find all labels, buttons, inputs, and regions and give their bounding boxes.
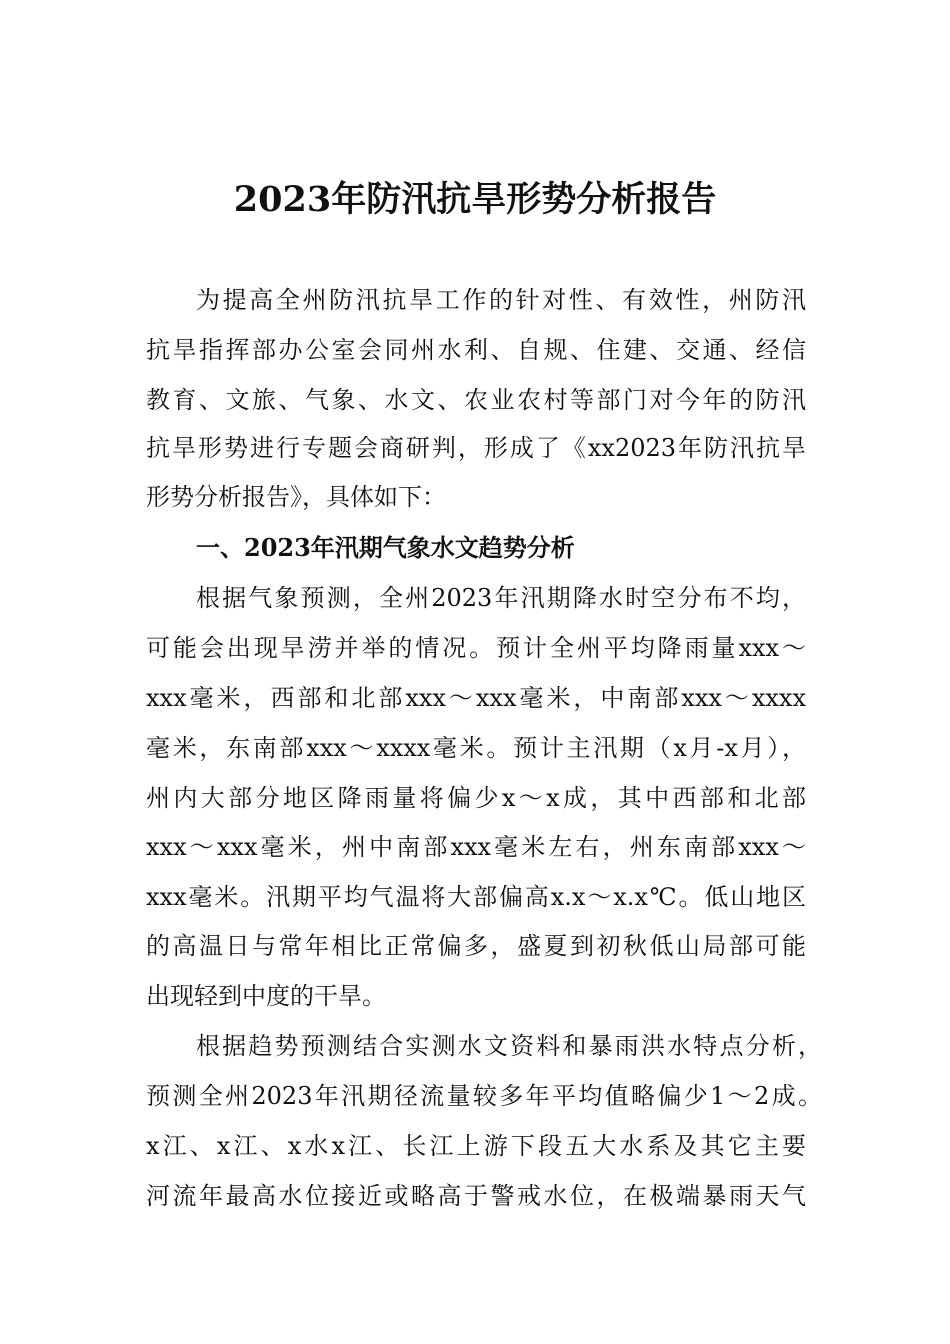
paragraph-line: 为提高全州防汛抗旱工作的针对性、有效性，州防汛 — [196, 286, 806, 314]
paragraph-line: 形势分析报告》，具体如下： — [146, 483, 446, 511]
paragraph-line: 毫米，东南部xxx～xxxx毫米。预计主汛期（x月-x月）， — [146, 734, 806, 762]
paragraph-line: 预测全州2023年汛期径流量较多年平均值略偏少1～2成。 — [146, 1082, 822, 1110]
paragraph-line: xxx毫米，西部和北部xxx～xxx毫米，中南部xxx～xxxx — [146, 684, 806, 712]
paragraph-line: x江、x江、x水x江、长江上游下段五大水系及其它主要 — [146, 1132, 806, 1160]
paragraph-line: 的高温日与常年相比正常偏多，盛夏到初秋低山局部可能 — [146, 932, 806, 960]
paragraph-line: 教育、文旅、气象、水文、农业农村等部门对今年的防汛 — [146, 386, 806, 414]
paragraph-line: xxx～xxx毫米，州中南部xxx毫米左右，州东南部xxx～ — [146, 833, 806, 861]
paragraph-line: xxx毫米。汛期平均气温将大部偏高x.x～x.x℃。低山地区 — [146, 883, 806, 911]
paragraph-line: 根据气象预测，全州2023年汛期降水时空分布不均， — [196, 584, 806, 612]
paragraph-line: 出现轻到中度的干旱。 — [146, 982, 386, 1010]
document-title: 2023年防汛抗旱形势分析报告 — [233, 179, 717, 220]
paragraph-line: 河流年最高水位接近或略高于警戒水位，在极端暴雨天气 — [146, 1182, 806, 1210]
paragraph-line: 根据趋势预测结合实测水文资料和暴雨洪水特点分析， — [196, 1032, 822, 1060]
paragraph-line: 可能会出现旱涝并举的情况。预计全州平均降雨量xxx～ — [146, 634, 806, 662]
section-heading: 一、2023年汛期气象水文趋势分析 — [196, 533, 575, 562]
paragraph-line: 抗旱形势进行专题会商研判，形成了《xx2023年防汛抗旱 — [146, 434, 806, 462]
paragraph-line: 抗旱指挥部办公室会同州水利、自规、住建、交通、经信 — [146, 336, 806, 364]
paragraph-line: 州内大部分地区降雨量将偏少x～x成，其中西部和北部 — [146, 784, 806, 812]
